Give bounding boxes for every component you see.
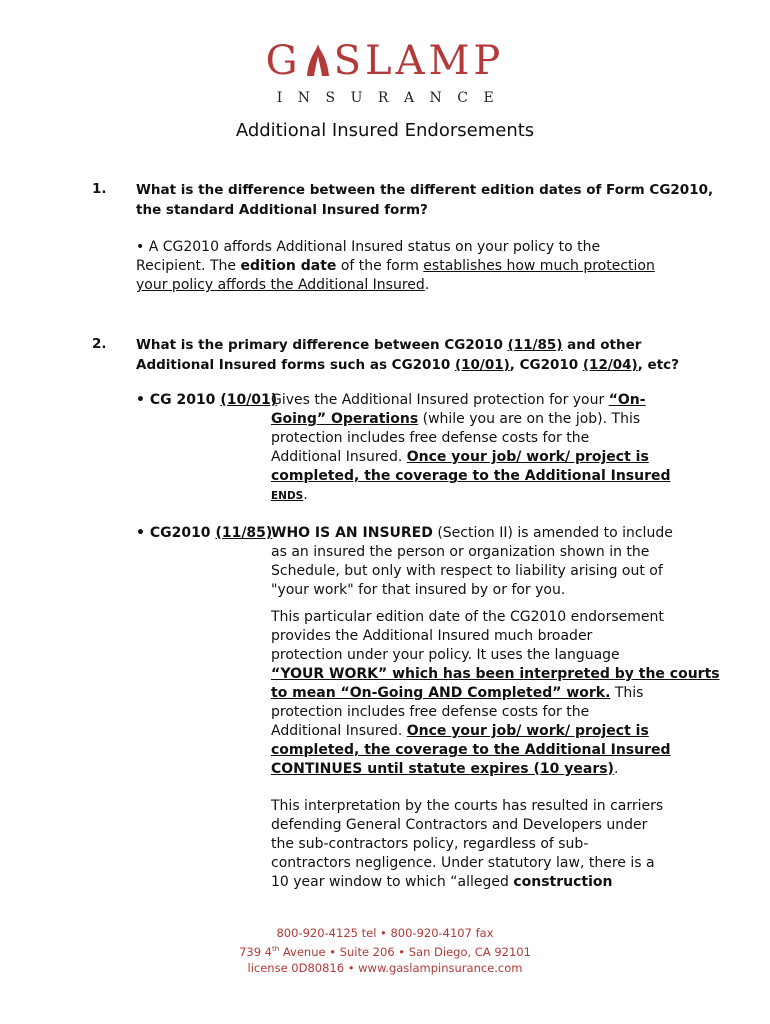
answer-1-line-1: • A CG2010 affords Additional Insured status on your policy to the [136,239,601,255]
item-emphasis: completed, the coverage to the Additional Insured [271,742,671,758]
item-emphasis: “On- [608,392,646,408]
question-2-text-part: , CG2010 [509,357,583,373]
question-1-number: 1. [92,181,107,197]
item-text: . [613,761,619,777]
question-2-number: 2. [92,336,107,352]
item-1-line-5 [271,467,671,486]
answer-1-underline: establishes how much protection [423,258,655,274]
question-2-text-part: and other [562,337,642,353]
item-2-p3-line-1: This interpretation by the courts has resulted in carriers [271,798,664,814]
footer-address-part: Avenue • Suite 206 • San Diego, CA 92101 [279,944,531,959]
question-1-text [136,180,713,220]
item-emphasis: WHO IS AN INSURED [271,525,433,541]
logo-tagline: INSURANCE [276,90,510,106]
item-emphasis: Going” Operations [271,411,419,427]
item-text: (while you are on the job). This [418,411,641,427]
item-text: Additional Insured. [271,449,407,465]
item-1-line-6 [271,486,671,506]
item-text: . [303,487,308,503]
item-emphasis: “YOUR WORK” which has been interpreted by the courts [271,666,720,682]
item-1-line-4 [271,448,671,467]
question-2-edition: (10/01) [454,357,510,373]
item-2-line-1 [271,524,673,543]
item-cg2010-1001-label [136,391,277,410]
item-emphasis: Once your job/ work/ project is [406,723,649,739]
item-emphasis: construction [513,874,613,890]
item-cg2010-1001-description [271,391,671,506]
question-1-line-1: What is the difference between the different edition dates of Form CG2010, [136,182,714,198]
item-2-p3-line-2: defending General Contractors and Developers under [271,817,648,833]
item-2-p2-line-1: This particular edition date of the CG2010 endorsement [271,609,664,625]
item-2-p3-line-3: the sub-contractors policy, regardless of sub- [271,836,589,852]
item-emphasis: Once your job/ work/ project is [406,449,649,465]
item-2-p3-line-5 [271,873,663,892]
question-2-text [136,335,679,375]
item-emphasis: completed, the coverage to the Additional Insured [271,468,671,484]
answer-1-line-2 [136,257,655,276]
company-logo [0,38,770,106]
question-2-line-2 [136,355,679,375]
question-2-text-part: , etc? [637,357,679,373]
document-title: Additional Insured Endorsements [235,120,535,141]
item-label-edition: (10/01) [220,392,278,408]
item-cg2010-1185-label [136,524,272,543]
item-text: (Section II) is amended to include [432,525,673,541]
question-1-line-2: the standard Additional Insured form? [136,202,428,218]
answer-1-underline: your policy affords the Additional Insured [136,277,425,293]
item-2-p2-line-6: protection includes free defense costs for the [271,704,590,720]
item-2-p2-line-7 [271,722,720,741]
logo-letters-right: SLAMP [333,38,505,84]
item-cg2010-1185-paragraph-1 [271,524,673,600]
item-cg2010-1185-paragraph-3 [271,797,663,892]
item-1-line-3: protection includes free defense costs for the [271,430,590,446]
footer-address-part: 739 4 [239,944,272,959]
item-2-p2-line-5 [271,684,720,703]
item-text: Additional Insured. [271,723,407,739]
footer-address-sup: th [272,945,280,953]
logo-wordmark [0,38,770,88]
item-text: This [610,685,644,701]
logo-letters-left: G [265,38,302,84]
item-cg2010-1185-paragraph-2 [271,608,720,779]
question-2-text-part: Additional Insured forms such as CG2010 [136,357,455,373]
item-2-p2-line-3: protection under your policy. It uses the language [271,647,620,663]
footer-address [0,941,770,960]
item-2-p2-line-9 [271,760,720,779]
item-2-p2-line-8 [271,741,720,760]
item-2-p3-line-4: contractors negligence. Under statutory law, there is a [271,855,655,871]
flame-icon [303,42,333,88]
question-2-text-part: What is the primary difference between CG2010 [136,337,508,353]
page-footer [0,925,770,976]
item-1-line-2 [271,410,671,429]
item-emphasis: CONTINUES until statute expires (10 years) [271,761,614,777]
item-2-line-2: as an insured the person or organization shown in the [271,544,650,560]
question-2-edition: (11/85) [507,337,563,353]
item-2-p2-line-4 [271,665,720,684]
item-emphasis: to mean “On-Going AND Completed” work. [271,685,611,701]
question-2-edition: (12/04) [582,357,638,373]
item-label-edition: (11/85) [215,525,273,541]
answer-1-bold: edition date [240,258,337,274]
question-2-line-1 [136,335,679,355]
item-emphasis: ENDS [271,490,304,502]
item-text: Gives the Additional Insured protection for your [271,392,609,408]
item-2-p2-line-2: provides the Additional Insured much broader [271,628,593,644]
footer-license-website: license 0D80816 • www.gaslampinsurance.com [247,960,523,975]
item-2-line-3: Schedule, but only with respect to liability arising out of [271,563,663,579]
footer-phone-fax: 800-920-4125 tel • 800-920-4107 fax [276,926,494,940]
item-label-text: • CG 2010 [136,392,221,408]
item-text: 10 year window to which “alleged [271,874,514,890]
answer-1-text: . [424,277,430,293]
answer-1 [136,238,655,295]
answer-1-text: Recipient. The [136,258,241,274]
answer-1-text: of the form [336,258,424,274]
item-2-line-4: "your work" for that insured by or for you. [271,582,566,598]
answer-1-line-3 [136,276,655,295]
item-1-line-1 [271,391,671,410]
item-label-text: • CG2010 [136,525,216,541]
